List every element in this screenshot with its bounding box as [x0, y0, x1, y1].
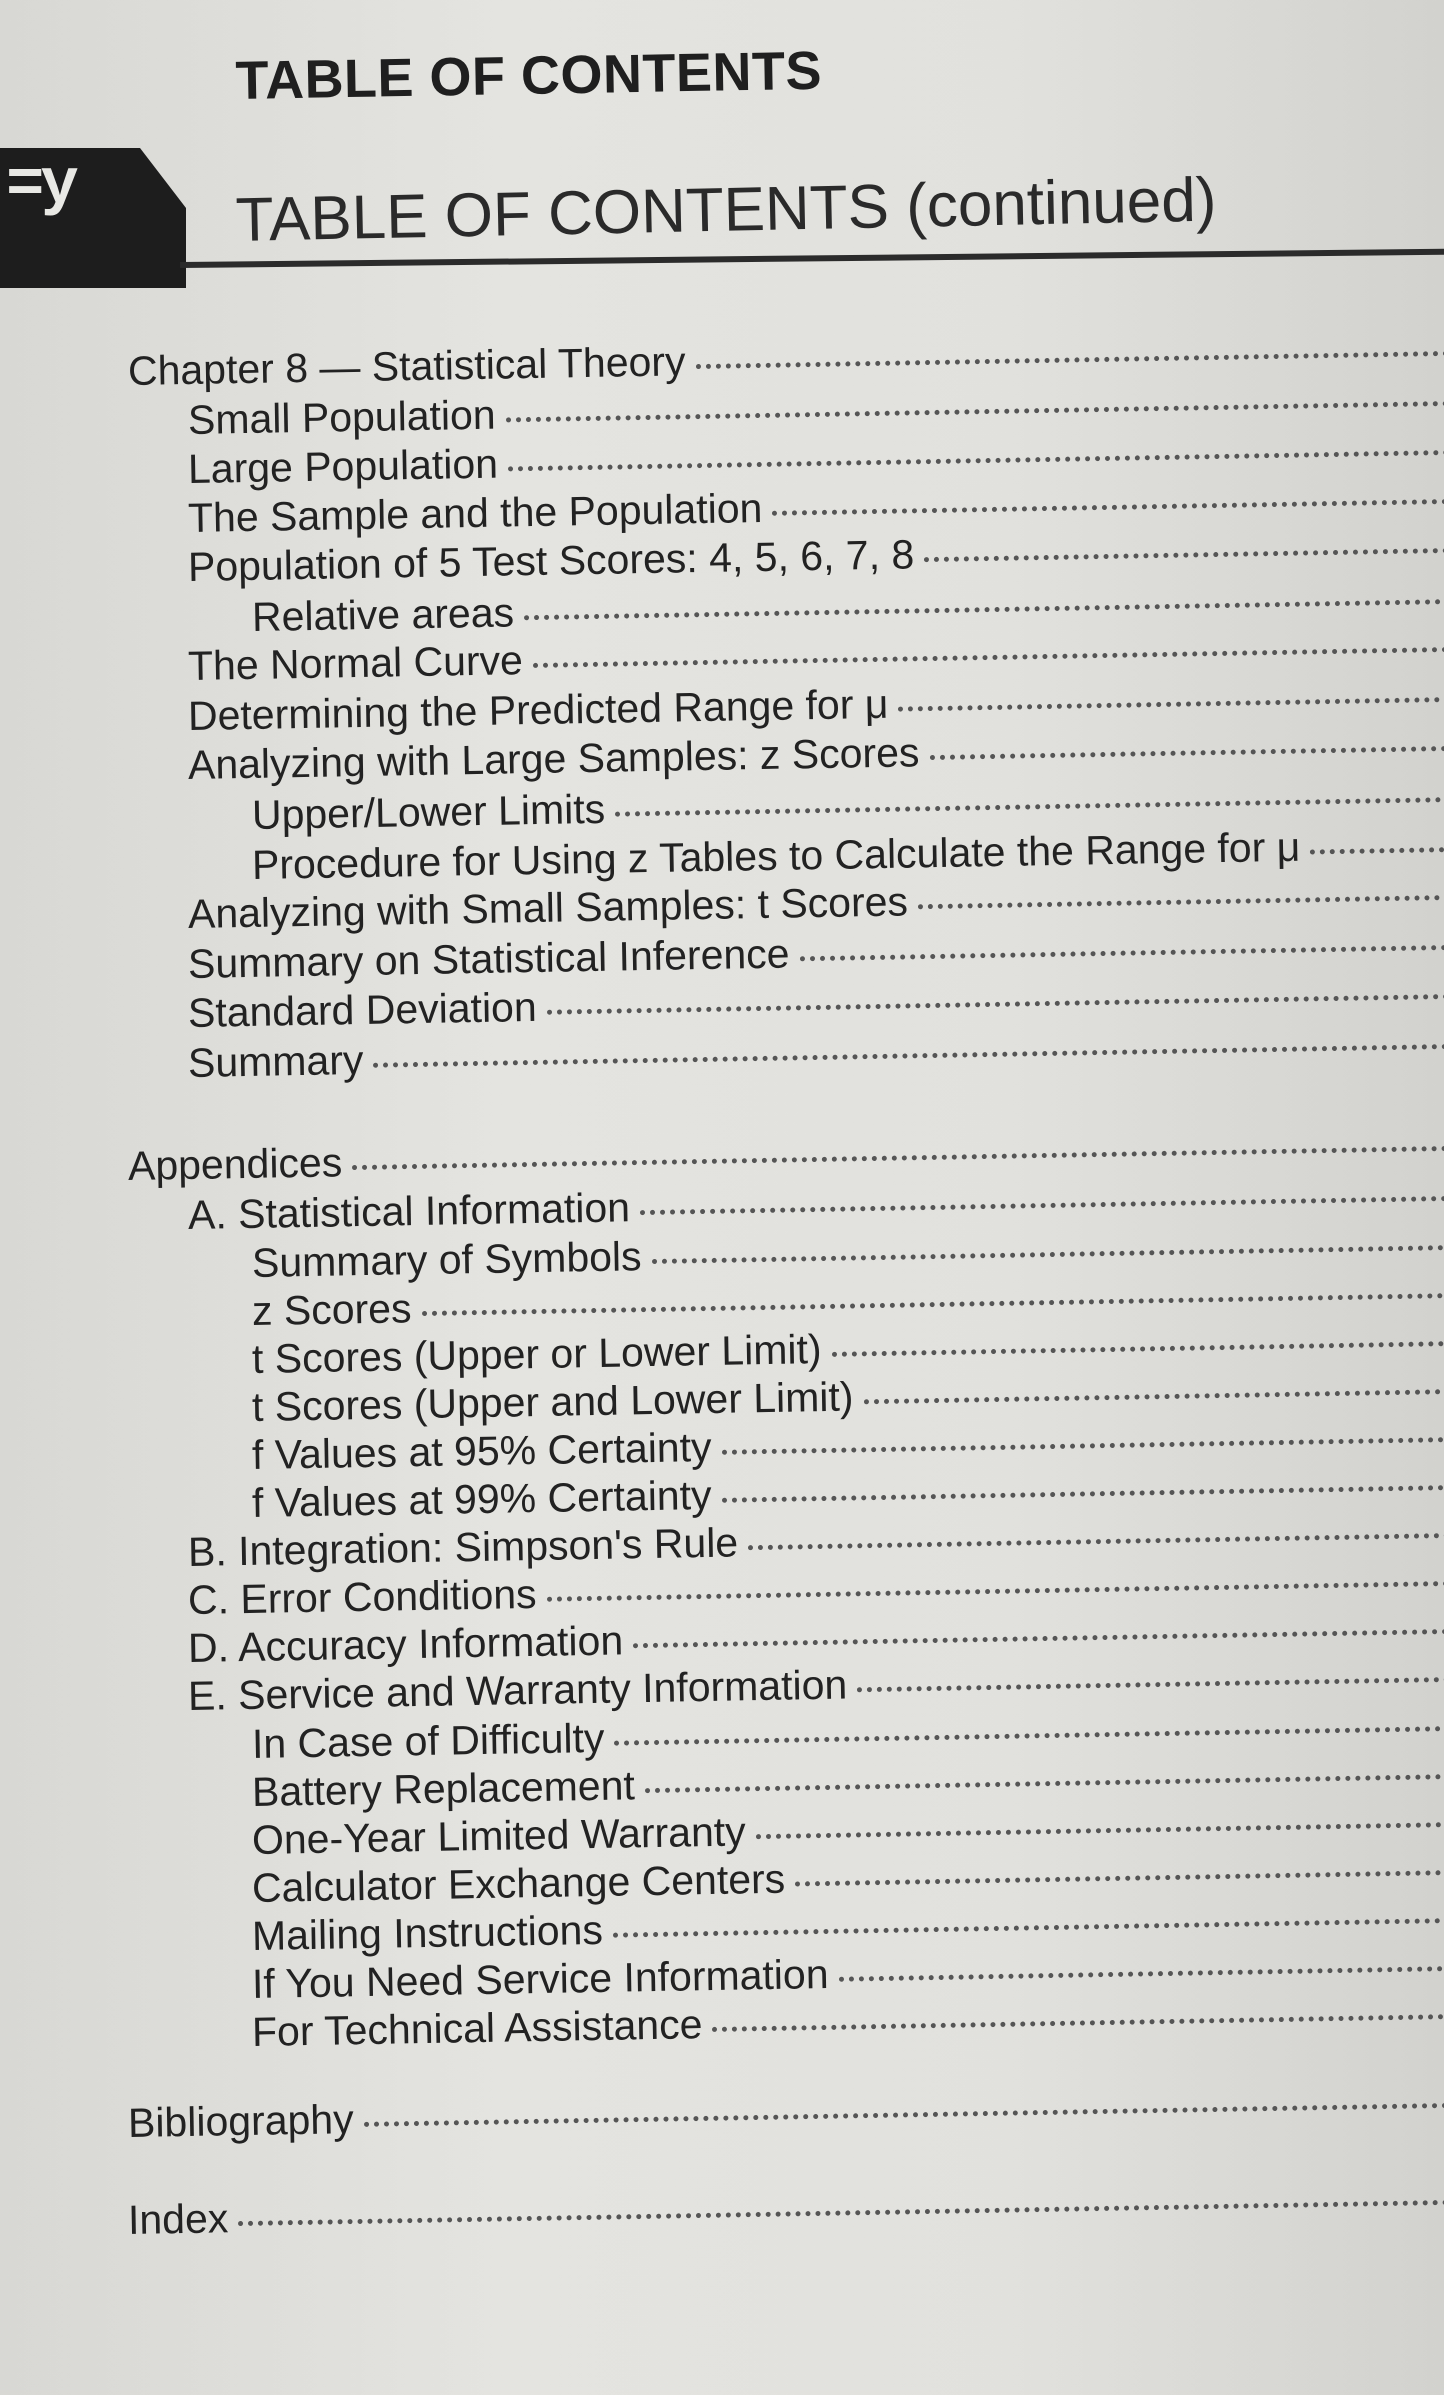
toc-dot-leader [863, 1376, 1444, 1404]
toc-dot-leader [533, 635, 1444, 668]
toc-entry-label: For Technical Assistance [251, 2001, 703, 2055]
toc-entry [128, 2072, 1444, 2148]
toc-dot-leader [695, 340, 1444, 369]
toc-dot-leader [364, 2092, 1444, 2127]
toc-entry-label: The Sample and the Population [187, 484, 763, 541]
toc-entry [128, 2169, 1444, 2245]
toc-dot-leader [524, 586, 1444, 620]
toc-dot-leader [645, 1761, 1444, 1793]
toc-dot-leader [929, 734, 1444, 760]
toc-entry-label: Appendices [127, 1139, 343, 1189]
toc-entry-label: Standard Deviation [187, 983, 538, 1036]
toc-entry-label: Bibliography [127, 2096, 354, 2146]
toc-entry-label: Calculator Exchange Centers [251, 1855, 786, 1911]
toc-entry-label: A. Statistical Information [187, 1184, 631, 1238]
toc-dot-leader [799, 933, 1444, 961]
toc-dot-leader [547, 1569, 1444, 1602]
toc-entry-label: t Scores (Upper and Lower Limit) [251, 1373, 854, 1430]
toc-entry-label: Index [127, 2195, 229, 2243]
toc-entry-label: Analyzing with Large Samples: z Scores [187, 729, 920, 788]
toc-dot-leader [373, 1032, 1444, 1068]
toc-entry-label: Battery Replacement [251, 1762, 636, 1815]
toc-dot-leader [898, 685, 1444, 712]
toc-entry-label: If You Need Service Information [251, 1950, 829, 2007]
toc-dot-leader [721, 1424, 1444, 1455]
toc-dot-leader [772, 487, 1444, 516]
toc-dot-leader [633, 1617, 1444, 1648]
toc-dot-leader [651, 1232, 1444, 1264]
toc-entry-label: Summary [187, 1036, 364, 1086]
toc-dot-leader [421, 1280, 1444, 1316]
toc-dot-leader [613, 1905, 1444, 1938]
toc-entry-label: B. Integration: Simpson's Rule [187, 1519, 739, 1575]
toc-entry-label: Chapter 8 — Statistical Theory [127, 338, 686, 394]
header-title: TABLE OF CONTENTS (continued) [235, 165, 1218, 255]
toc-entry-label: One-Year Limited Warranty [251, 1808, 747, 1863]
toc-dot-leader [918, 883, 1444, 909]
tab-glyph: =y [6, 150, 75, 222]
toc-entry-label: Relative areas [251, 589, 515, 640]
toc-entry-label: Procedure for Using z Tables to Calculate the Range for μ [251, 823, 1301, 888]
toc-entry-label: Small Population [187, 391, 497, 443]
toc-dot-leader [547, 982, 1444, 1015]
toc-dot-leader [748, 1521, 1444, 1550]
toc-dot-leader [614, 1713, 1444, 1746]
toc-entry-label: Analyzing with Small Samples: t Scores [187, 878, 909, 937]
toc-entry-label: z Scores [251, 1285, 412, 1334]
toc-entry-label: f Values at 99% Certainty [251, 1471, 712, 1526]
toc-dot-leader [506, 389, 1444, 422]
toc-entry-label: Population of 5 Test Scores: 4, 5, 6, 7, 8 [187, 531, 915, 590]
toc-dot-leader [712, 2001, 1444, 2032]
toc-dot-leader [615, 784, 1444, 817]
toc-entry-label: t Scores (Upper or Lower Limit) [251, 1326, 822, 1382]
toc-entry-label: Summary on Statistical Inference [187, 930, 790, 987]
toc-dot-leader [857, 1665, 1444, 1692]
toc-dot-leader [640, 1184, 1444, 1215]
toc-dot-leader [924, 536, 1444, 562]
page-title: TABLE OF CONTENTS [235, 40, 823, 111]
toc-entry-label: Large Population [187, 440, 499, 492]
toc-entry-label: Mailing Instructions [251, 1906, 604, 1959]
toc-entry-label: Summary of Symbols [251, 1233, 642, 1286]
toc-entry-label: The Normal Curve [187, 637, 524, 689]
toc-entry-label: E. Service and Warranty Information [187, 1661, 848, 1719]
toc-dot-leader [756, 1809, 1444, 1839]
toc-dot-leader [831, 1328, 1444, 1357]
toc-entry-label: f Values at 95% Certainty [251, 1423, 712, 1478]
toc-entry-label: In Case of Difficulty [251, 1714, 605, 1767]
toc-dot-leader [238, 2189, 1444, 2226]
toc-entry-label: C. Error Conditions [187, 1570, 537, 1623]
toc-dot-leader [1310, 834, 1444, 854]
toc-dot-leader [508, 438, 1444, 471]
toc-dot-leader [838, 1953, 1444, 1982]
toc-entry-label: Upper/Lower Limits [251, 785, 606, 838]
toc-dot-leader [795, 1857, 1444, 1886]
toc-entry-label: D. Accuracy Information [187, 1617, 624, 1671]
toc-dot-leader [721, 1472, 1444, 1503]
toc-dot-leader [352, 1135, 1444, 1170]
toc-entry-label: Determining the Predicted Range for μ [187, 680, 889, 739]
